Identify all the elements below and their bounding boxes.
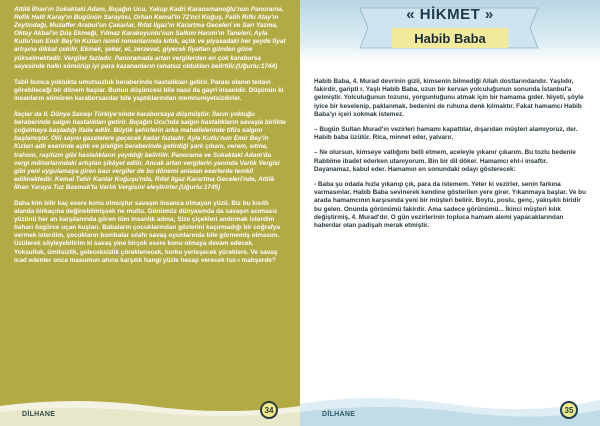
series-title: « HİKMET » — [406, 6, 494, 23]
left-paragraph: İlaçlar da II. Dünya Savaşı Türkiye'sinde karaborsaya düşmüştür. İlacın yokluğu beraberinde salgın hastalıkları getirir. Bıçağın Ucu'nda salgın hastalıkların savaşla birlikte çoğalmaya başladığı ifade edilir. Büyük şehirlerin arka mahallelerinde tifüs salgını başlamıştır. Ölü sayısı gazetelere geçecek kadar fazladır. Ayla Kutlu'nun Emir Bey'in Kızları adlı eserinde açlık ve pisliğin beraberinde getirdiği şark çıbanı, verem, sıtma, trahom, raşitizm gibi hastalıkların yayıldığı belirtilir. Panorama ve Sokaktaki Adam'da vergi miktarlarındaki artıştan şikâyet edilir. Ancak artan vergilerin yanında Varlık Vergisi gibi yeni uygulamaya giren bazı vergiler de bu dönemi anlatan eserlerde temkil edilmektedir. Kemal Tahir Kanlar Koğuşu'nda, Rıfat Ilgaz Karartma Geceleri'nde, Attilâ İlhan Yaraya Tuz Basmak'ta Varlık Vergisini eleştirirler.(Uğurlu:1745) — [14, 111, 286, 191]
left-paragraph: Attilâ İlhan'ın Sokaktaki Adam, Bıçağın Ucu, Yakup Kadri Karaosmanoğlu'nun Panorama, Refik Halit Karay'ın Bugünün Saraylısı, Orhan Kemal'in 72'nci Koğuş, Falih Rıfkı Atay'ın Zeytindağı, Muzaffer Arabul'un Çakarlar, Rıfat Ilgaz'ın Karartma Geceleri ve Sarı Yazma, Oktay Akbal'ın Düş Ekmeği, Yılmaz Karakoyunlu'nun Salkım Hanım'ın Taneleri, Ayla Kutlu'nun Emir Bey'in Kızları isimli romanlarında kıtlık, açlık ve piyasadaki her şeyde fiyat artışına dikkat çekilir. Ekmek, şeker, et, zerzevat, giyecek fiyatları günden güne yükselmektedir. Vergiler fazladır. Panoramada artan vergilerden en çok karaborsa sayesinde halkı sömürüp iyi para kazananların rahatsız oldukları belirtilir.(Uğurlu:1744) — [14, 6, 286, 70]
magazine-logo: DİLHANE — [322, 411, 356, 418]
right-page — [300, 0, 600, 426]
page-number: 35 — [560, 401, 578, 419]
right-paragraph: Habib Baba, 4. Murad devrinin gizli, kimsenin bilmediği Allah dostlarındandır. Yaşlıdır, fakirdir, garipti r. Yaşlı Habib Baba, uzun bir kervan yolculuğunun sonunda İstanbul'a gelmiştir. Yolculuğunun tozunu, yorgunluğunu atmak için bir hamama gider. Niyeti, şöyle iyice bir keselenip, paklanmak, bedenini de ruhuna denk kılmaktır. Fakat hamamcı Habib Baba'yı içeri sokmak istemez. — [314, 78, 584, 118]
bottom-decoration-right — [300, 386, 600, 426]
right-paragraph: – Bugün Sultan Murad'ın vezirleri hamamı kapattılar, dışarıdan müşteri alamıyoruz, der. Habib baba üzülür. Rica, minnet eder, yalvarır. — [314, 126, 578, 142]
left-page-body — [14, 6, 286, 273]
magazine-logo: DİLHANE — [22, 411, 56, 418]
right-page-body — [314, 78, 586, 237]
right-paragraph: - Baba şu odada hızla yıkanıp çık, para da istemem. Yeter ki vezirler, senin farkına varmasınlar. Habib Baba sevinerek kendine gösterilen yere girer. Yıkanmaya başlar. Ve bu arada hamamcının karşısında yeni bir müşteri belirir. Boylu, poslu, genç, yakışıklı biridir bu gelen. Onunda görünümü fakirdir. Ama sadece görünümü... İkinci müşteri kılık değiştirmiş, 4. Murad'dır. O gün vezirlerinin topluca hamam alemi yapacaklarından haberdar olan padişah merak etmiştir. — [314, 181, 586, 230]
right-paragraph: – Ne olursun, kimseye vatlığımı belli etmem, aceleyle yıkanır çıkarım. Bu tozlu bedenle Rabbime ibadet ederken utanıyorum. Bin bir dil döker. Hamamcı ehl-i insaftır. Dayanamaz, kabul eder. Hamamın en sonundaki odayı gösterecek: — [314, 149, 576, 173]
article-title: Habib Baba — [392, 28, 508, 48]
left-paragraph: Daha kim bilir kaç esere konu olmuştur savaşın insanca olmayan yüzü. Biz bu kısıtlı alanda birkaçına değinebilmişsek ne mutlu. Günümüz dünyasında da savaşın acımasız yüzünü her an karşılanında gören tüm insanlık adına; Size çiçekleri andırmak isterdim baharı özgürce uçan kuşları. Babaların çocuklarından gözlerini kaçırmadığı bir coğrafya vermek isterdim, çocukların bombalar sılahı savaş oyunlarında bile görmemiş olmasını. Üzülerek söyleyebilirim ki savaş yine birçok esere konu olmaya devam edecek. Yoksulluk, ümitsizlik, geleceksizlik çöreklenecek, korku yerleşecek yüreklere. Ve savaş icad edenler onca masumun ahına karşılık hangi yüzle hesap verecek ruz-ı mahşerde? — [14, 199, 281, 264]
page-number: 34 — [260, 401, 278, 419]
left-paragraph: Tabii bunca yoklukta umutsuzluk beraberinde hastalıkları getirir. Parası olanın tedavi görebileceği bir dönem başlar. Bunun düşüncesi bile nasıl da gayri insanidir. Düşünün ki insanların sömüren karaborsacılar bile yaptıklarından memnuniyetsizdirler. — [14, 78, 284, 102]
